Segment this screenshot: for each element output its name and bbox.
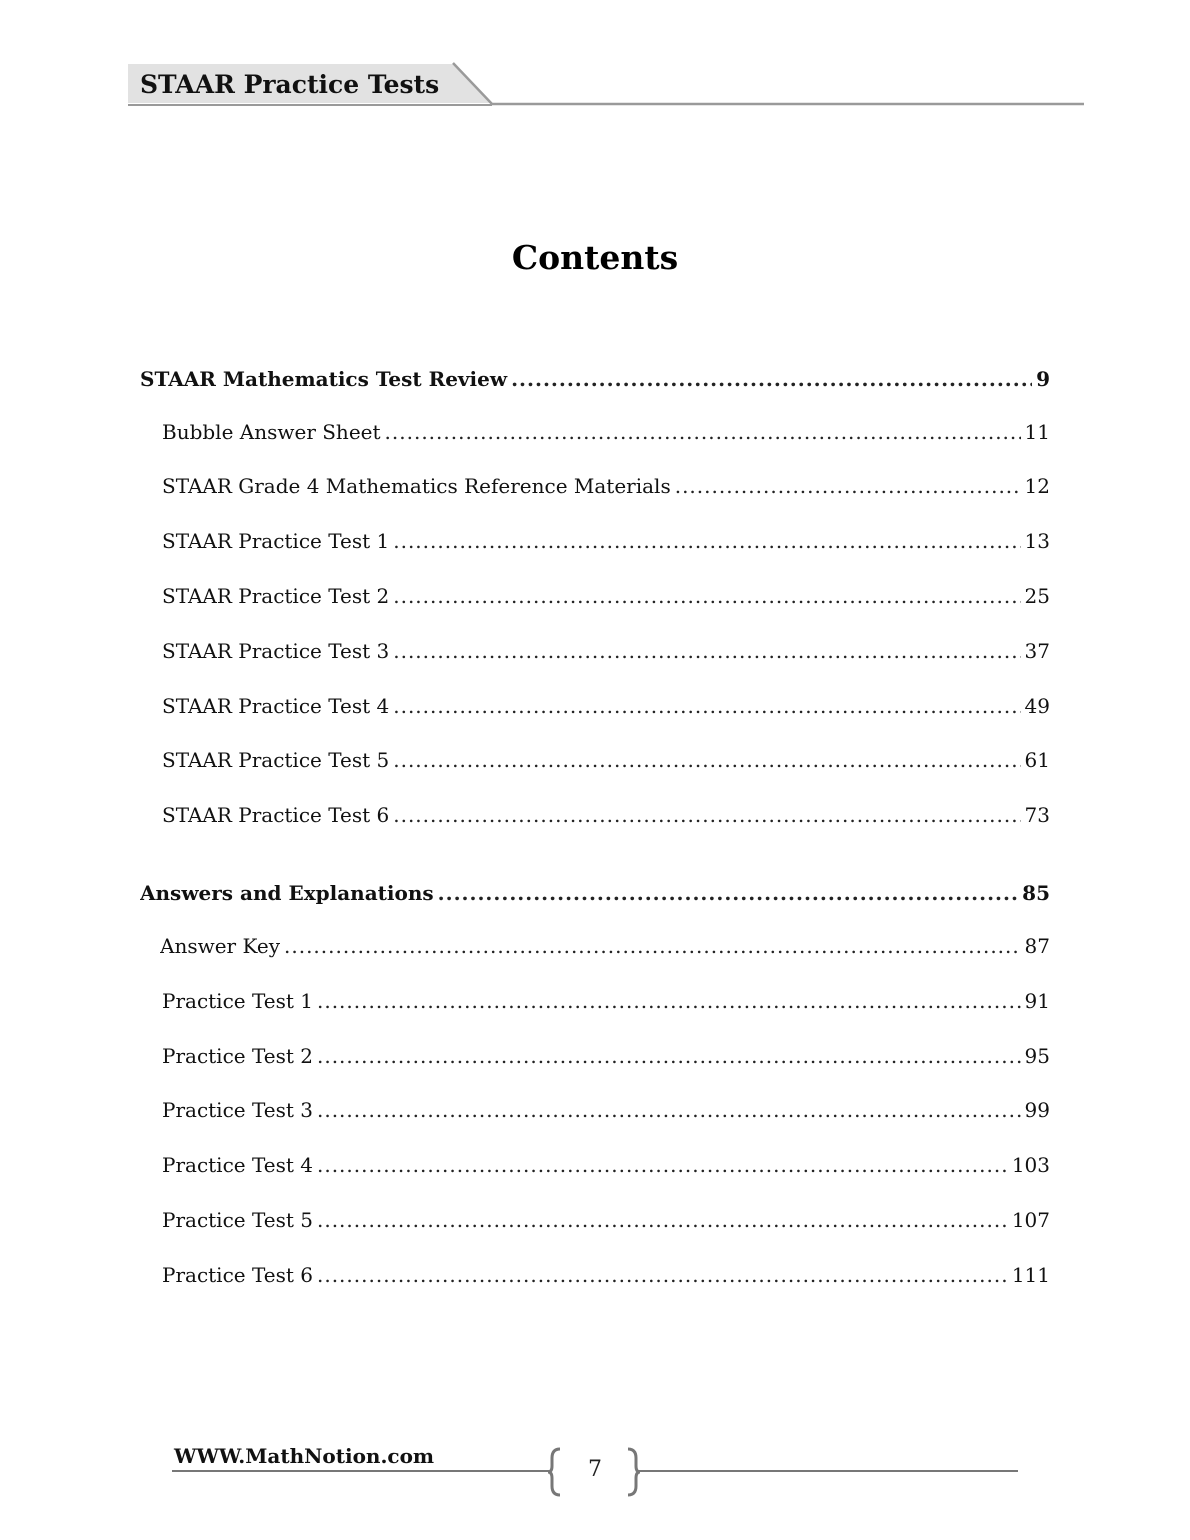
toc-page-number: 61 <box>1024 748 1050 772</box>
toc-page-number: 37 <box>1024 639 1050 663</box>
dot-leader <box>317 1208 1008 1232</box>
toc-page-number: 111 <box>1011 1263 1050 1287</box>
toc-page-number: 107 <box>1011 1208 1050 1232</box>
toc-entry-label: Bubble Answer Sheet <box>162 420 381 444</box>
dot-leader <box>438 881 1019 905</box>
dot-leader <box>317 1044 1021 1068</box>
toc-entry-label: STAAR Practice Test 2 <box>162 584 390 608</box>
footer-website: WWW.MathNotion.com <box>174 1444 435 1468</box>
toc-entry[interactable] <box>162 529 1050 553</box>
toc-entry-label: STAAR Practice Test 4 <box>162 694 390 718</box>
toc-entry-label: STAAR Practice Test 3 <box>162 639 390 663</box>
toc-entry-label: Practice Test 5 <box>162 1208 313 1232</box>
dot-leader <box>393 529 1020 553</box>
toc-entry-label: Practice Test 3 <box>162 1098 313 1122</box>
toc-section-label: STAAR Mathematics Test Review <box>140 367 508 391</box>
toc-section-review[interactable] <box>140 367 1050 391</box>
dot-leader <box>317 1153 1008 1177</box>
dot-leader <box>393 803 1020 827</box>
toc-page-number: 85 <box>1022 881 1050 905</box>
header-title: STAAR Practice Tests <box>140 70 440 99</box>
page-title: Contents <box>511 238 679 277</box>
toc-entry[interactable] <box>162 694 1050 718</box>
toc-page-number: 95 <box>1024 1044 1050 1068</box>
toc-section-answers[interactable] <box>140 881 1050 905</box>
toc-entry-label: Practice Test 1 <box>162 989 313 1013</box>
dot-leader <box>675 474 1021 498</box>
toc-entry[interactable] <box>162 1098 1050 1122</box>
toc-entry[interactable] <box>162 584 1050 608</box>
toc-section-label: Answers and Explanations <box>140 881 434 905</box>
toc-entry[interactable] <box>162 803 1050 827</box>
toc-entry-label: STAAR Practice Test 1 <box>162 529 390 553</box>
toc-page-number: 9 <box>1036 367 1050 391</box>
toc-entry-label: STAAR Grade 4 Mathematics Reference Materials <box>162 474 671 498</box>
toc-entry-label: Answer Key <box>160 934 280 958</box>
toc-page-number: 11 <box>1024 420 1050 444</box>
toc-page-number: 13 <box>1024 529 1050 553</box>
toc-entry[interactable] <box>162 989 1050 1013</box>
dot-leader <box>393 748 1020 772</box>
toc-page-number: 87 <box>1024 934 1050 958</box>
dot-leader <box>511 367 1032 391</box>
dot-leader <box>317 1098 1021 1122</box>
toc-entry[interactable] <box>160 934 1050 958</box>
page-number: 7 <box>588 1457 602 1482</box>
toc-page-number: 91 <box>1024 989 1050 1013</box>
dot-leader <box>393 639 1020 663</box>
toc-entry[interactable] <box>162 1208 1050 1232</box>
dot-leader <box>284 934 1021 958</box>
toc-entry-label: STAAR Practice Test 5 <box>162 748 390 772</box>
dot-leader <box>317 1263 1008 1287</box>
dot-leader <box>393 694 1020 718</box>
toc-entry[interactable] <box>162 1153 1050 1177</box>
toc-entry-label: STAAR Practice Test 6 <box>162 803 390 827</box>
toc-entry[interactable] <box>162 1263 1050 1287</box>
toc-page-number: 73 <box>1024 803 1050 827</box>
toc-entry[interactable] <box>162 639 1050 663</box>
footer-rule-right <box>638 1470 1018 1472</box>
dot-leader <box>393 584 1020 608</box>
toc-entry-label: Practice Test 2 <box>162 1044 313 1068</box>
footer-rule-left <box>172 1470 550 1472</box>
toc-entry[interactable] <box>162 420 1050 444</box>
toc-entry[interactable] <box>162 1044 1050 1068</box>
page-header <box>128 62 1084 108</box>
toc-page-number: 99 <box>1024 1098 1050 1122</box>
dot-leader <box>385 420 1021 444</box>
toc-page-number: 12 <box>1024 474 1050 498</box>
toc-page-number: 25 <box>1024 584 1050 608</box>
toc-page-number: 103 <box>1011 1153 1050 1177</box>
toc-entry-label: Practice Test 6 <box>162 1263 313 1287</box>
toc-entry[interactable] <box>162 474 1050 498</box>
dot-leader <box>317 989 1021 1013</box>
toc-entry-label: Practice Test 4 <box>162 1153 313 1177</box>
toc-entry[interactable] <box>162 748 1050 772</box>
toc-page-number: 49 <box>1024 694 1050 718</box>
